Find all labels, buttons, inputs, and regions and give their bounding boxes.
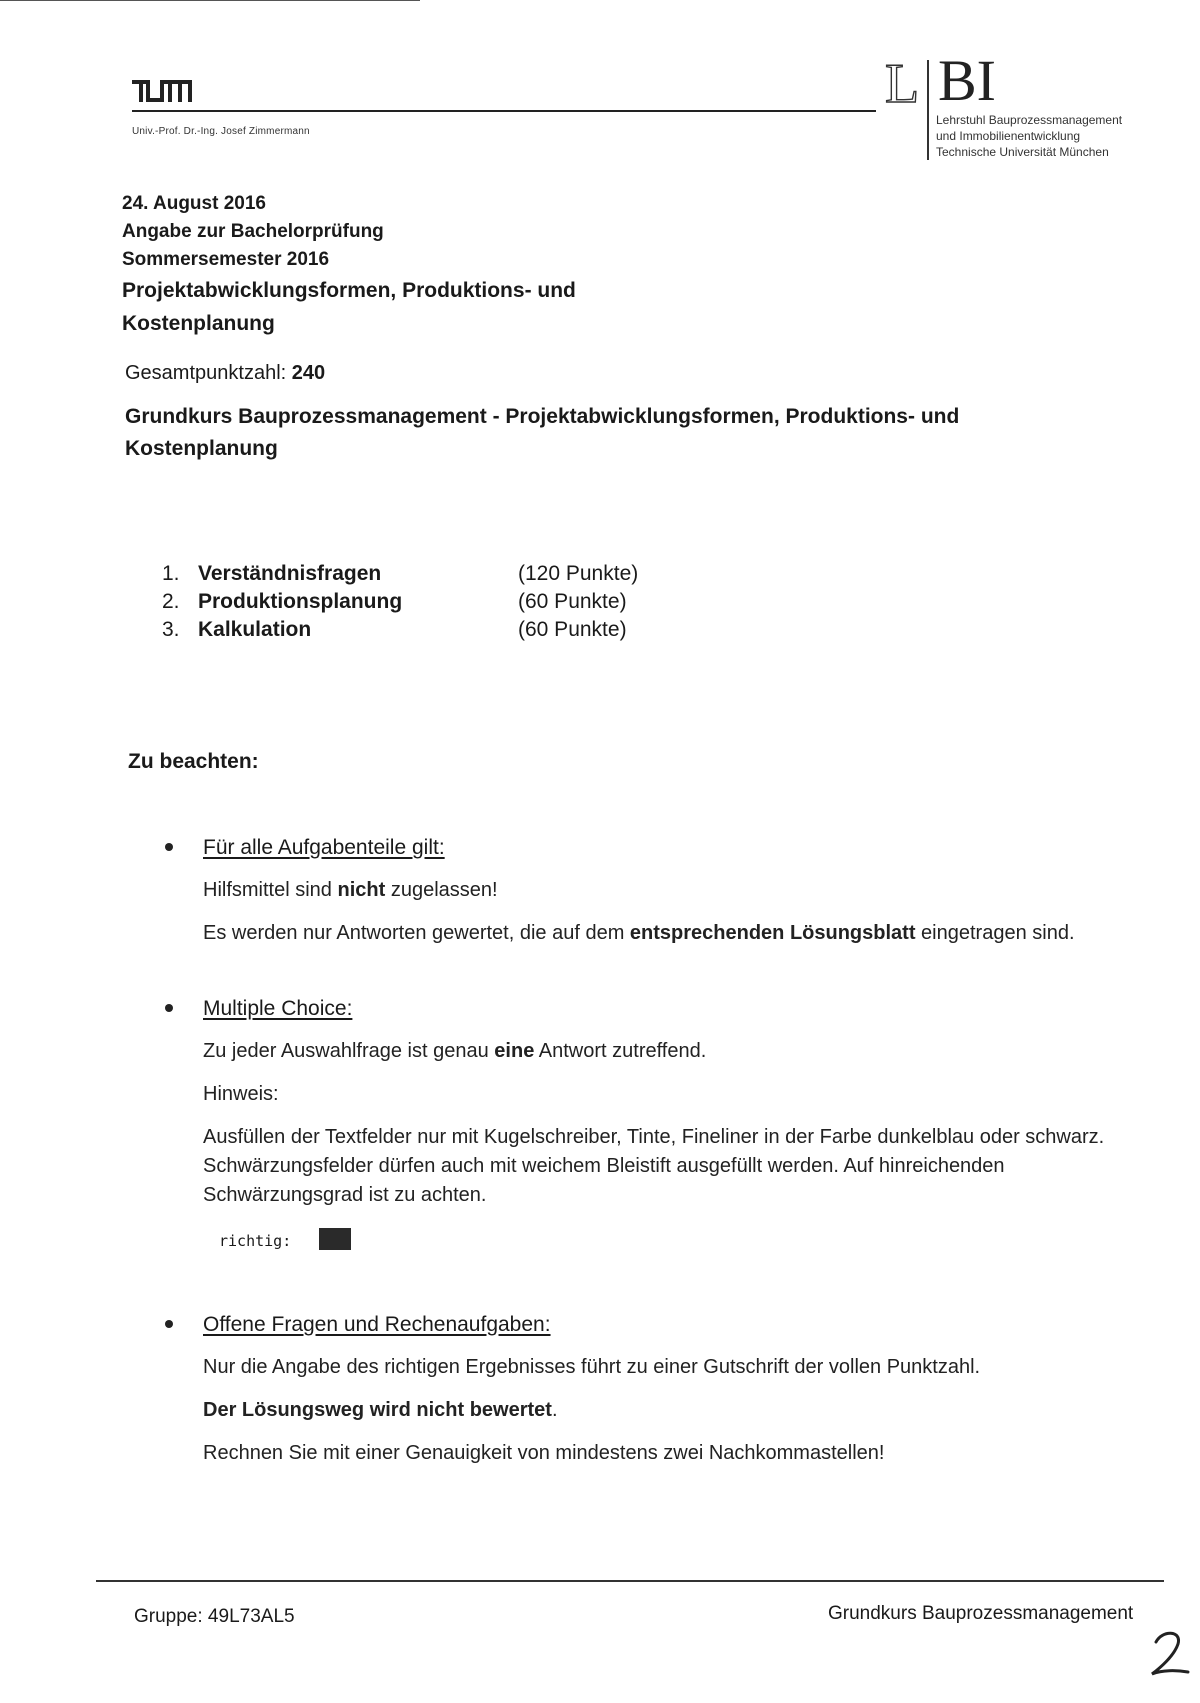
text: Zu jeder Auswahlfrage ist genau (203, 1040, 495, 1062)
task-number: 2. (162, 590, 180, 613)
notes-section-general (165, 834, 1145, 948)
paragraph (203, 876, 1145, 905)
notes-section-open-questions (165, 1311, 1145, 1468)
text: Antwort zutreffend. (534, 1040, 707, 1062)
chair-line: Technische Universität München (936, 145, 1109, 159)
exam-date: 24. August 2016 (122, 193, 266, 214)
group-code: Gruppe: 49L73AL5 (134, 1606, 295, 1627)
header-rule (132, 110, 876, 112)
emphasis: eine (494, 1040, 535, 1062)
lbi-logo-letter-l: L (885, 53, 920, 115)
task-points: (60 Punkte) (518, 590, 627, 613)
emphasis: Der Lösungsweg wird nicht bewertet (203, 1399, 552, 1421)
notes-heading: Zu beachten: (128, 750, 259, 773)
task-name: Verständnisfragen (198, 562, 382, 585)
total-points-value: 240 (291, 362, 326, 384)
subject-line: Kostenplanung (122, 312, 275, 335)
section-body (203, 1353, 1145, 1468)
paragraph: Nur die Angabe des richtigen Ergebnisses führt zu einer Gutschrift der vollen Punktzahl. (203, 1356, 981, 1378)
chair-line: und Immobilienentwicklung (936, 129, 1081, 143)
section-heading: Multiple Choice: (203, 997, 353, 1020)
task-points: (120 Punkte) (518, 562, 639, 585)
section-heading: Offene Fragen und Rechenaufgaben: (203, 1313, 551, 1336)
exam-type: Angabe zur Bachelorprüfung (122, 221, 384, 242)
footer-course: Grundkurs Bauprozessmanagement (828, 1603, 1134, 1624)
correct-example (165, 1222, 1145, 1262)
text: eingetragen sind. (915, 922, 1075, 944)
task-name: Kalkulation (198, 618, 312, 641)
emphasis: nicht (337, 879, 386, 901)
bullet-icon (165, 1004, 173, 1012)
task-number: 3. (162, 618, 180, 641)
lbi-logo-divider (927, 60, 929, 160)
total-points-label: Gesamtpunktzahl: (125, 362, 287, 384)
tum-logo (132, 78, 194, 104)
paragraph: Hinweis: (203, 1083, 279, 1105)
paragraph (203, 1396, 1145, 1425)
text: . (551, 1399, 558, 1421)
section-body (203, 1037, 1145, 1210)
title-block (122, 190, 576, 340)
task-number: 1. (162, 562, 180, 585)
paragraph (203, 1037, 1145, 1066)
task-name: Produktionsplanung (198, 590, 403, 613)
paragraph: Rechnen Sie mit einer Genauigkeit von mindestens zwei Nachkommastellen! (203, 1442, 885, 1464)
paragraph: Ausfüllen der Textfelder nur mit Kugelschreiber, Tinte, Fineliner in der Farbe dunkelblau oder schwarz. Schwärzungsfelder dürfen auch mit weichem Bleistift ausgefüllt werden. Auf hinreichenden Schwärzungsgrad ist zu achten. (203, 1126, 1105, 1206)
text: Hilfsmittel sind (203, 879, 338, 901)
course-title: Grundkurs Bauprozessmanagement - Projektabwicklungsformen, Produktions- und Kostenplanung (125, 405, 960, 460)
subject-line: Projektabwicklungsformen, Produktions- und (122, 279, 576, 302)
emphasis: entsprechenden Lösungsblatt (629, 922, 916, 944)
filled-checkbox-icon (319, 1228, 351, 1250)
notes-section-multiple-choice (165, 995, 1145, 1262)
bullet-icon (165, 1320, 173, 1328)
section-body (203, 876, 1145, 948)
bullet-icon (165, 843, 173, 851)
text: Es werden nur Antworten gewertet, die auf dem (203, 922, 630, 944)
semester: Sommersemester 2016 (122, 249, 330, 270)
section-heading: Für alle Aufgabenteile gilt: (203, 836, 445, 859)
professor-name: Univ.-Prof. Dr.-Ing. Josef Zimmermann (132, 126, 310, 137)
total-points (125, 362, 325, 385)
paragraph (203, 919, 1145, 948)
chair-name (936, 112, 1122, 160)
text: zugelassen! (385, 879, 498, 901)
chair-line: Lehrstuhl Bauprozessmanagement (936, 113, 1123, 127)
task-points: (60 Punkte) (518, 618, 627, 641)
handwritten-page-number (1148, 1628, 1192, 1685)
lbi-logo-letters-bi: BI (938, 48, 996, 113)
correct-label: richtig: (219, 1232, 292, 1250)
footer-rule (96, 1580, 1164, 1582)
scan-edge-line (0, 0, 420, 1)
